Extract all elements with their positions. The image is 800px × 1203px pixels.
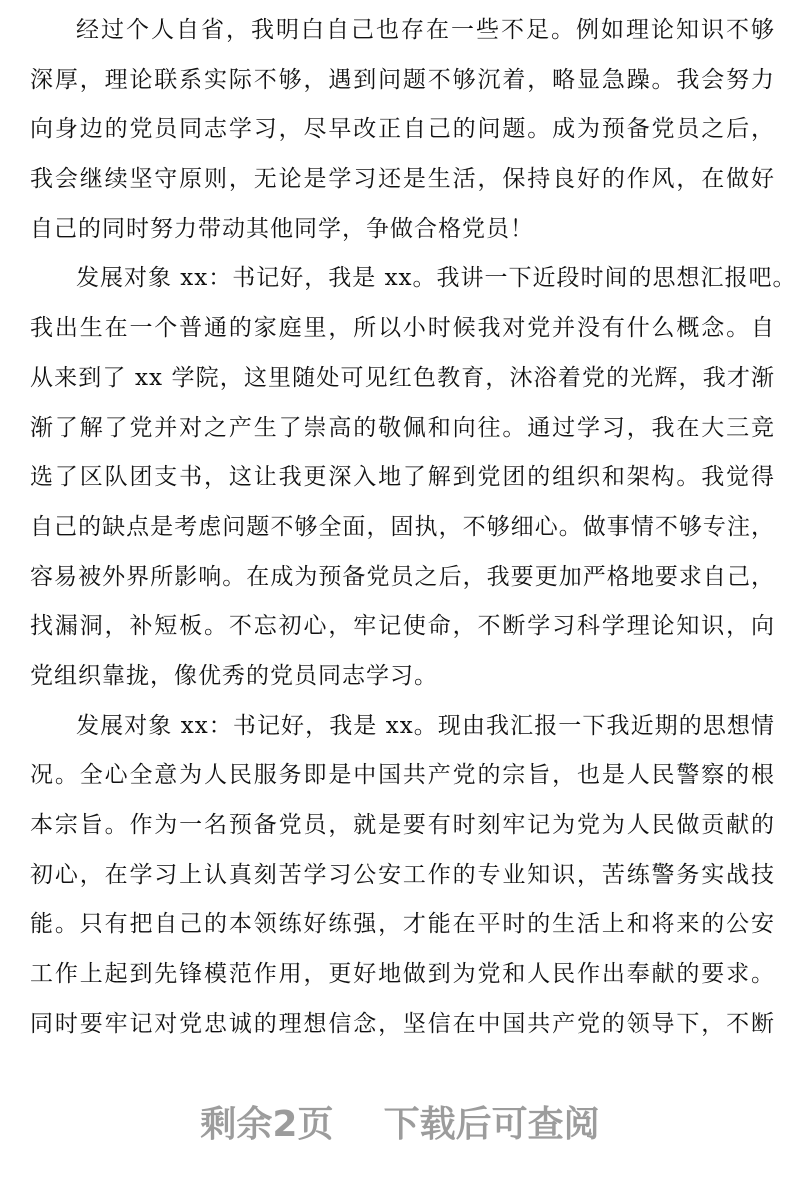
paragraph-line: 找漏洞，补短板。不忘初心，牢记使命，不断学习科学理论知识，向 (30, 613, 775, 640)
paragraph-line: 本宗旨。作为一名预备党员，就是要有时刻牢记为党为人民做贡献的 (30, 812, 775, 838)
paragraph-line: 从来到了 xx 学院，这里随处可见红色教育，沐浴着党的光辉，我才渐 (30, 364, 775, 391)
paragraph-line: 自己的同时努力带动其他同学，争做合格党员！ (30, 215, 534, 242)
document-body (30, 6, 797, 1049)
paragraph-line: 工作上起到先锋模范作用，更好地做到为党和人民作出奉献的要求。 (30, 961, 775, 988)
paragraph-line: 经过个人自省，我明白自己也存在一些不足。例如理论知识不够 (76, 17, 775, 43)
paragraph-line: 发展对象 xx：书记好，我是 xx。现由我汇报一下我近期的思想情 (76, 712, 775, 739)
paragraph-line: 我会继续坚守原则，无论是学习还是生活，保持良好的作风，在做好 (30, 166, 775, 193)
paragraph-line: 能。只有把自己的本领练好练强，才能在平时的生活上和将来的公安 (30, 911, 775, 938)
download-to-view-remaining-pages-banner[interactable]: 剩余2页 下载后可查阅 (200, 1104, 600, 1145)
paragraph-line: 初心，在学习上认真刻苦学习公安工作的专业知识，苦练警务实战技 (30, 861, 775, 888)
paragraph-line: 同时要牢记对党忠诚的理想信念，坚信在中国共产党的领导下，不断 (30, 1010, 775, 1037)
paragraph-line: 选了区队团支书，这让我更深入地了解到党团的组织和架构。我觉得 (30, 464, 775, 491)
paragraph-line: 况。全心全意为人民服务即是中国共产党的宗旨，也是人民警察的根 (30, 762, 775, 789)
paragraph-line: 容易被外界所影响。在成为预备党员之后，我要更加严格地要求自己， (30, 563, 775, 590)
paragraph-line: 我出生在一个普通的家庭里，所以小时候我对党并没有什么概念。自 (30, 315, 775, 342)
paragraph (30, 6, 775, 254)
paragraph (30, 702, 775, 1050)
paragraph-line: 向身边的党员同志学习，尽早改正自己的问题。成为预备党员之后， (30, 116, 775, 143)
paragraph (30, 254, 797, 701)
paragraph-line: 自己的缺点是考虑问题不够全面，固执，不够细心。做事情不够专注， (30, 513, 775, 540)
paragraph-line: 党组织靠拢，像优秀的党员同志学习。 (30, 662, 438, 689)
paragraph-line: 渐了解了党并对之产生了崇高的敬佩和向往。通过学习，我在大三竞 (30, 414, 775, 441)
paragraph-line: 深厚，理论联系实际不够，遇到问题不够沉着，略显急躁。我会努力 (30, 66, 775, 93)
paragraph-line: 发展对象 xx：书记好，我是 xx。我讲一下近段时间的思想汇报吧。 (76, 265, 797, 292)
